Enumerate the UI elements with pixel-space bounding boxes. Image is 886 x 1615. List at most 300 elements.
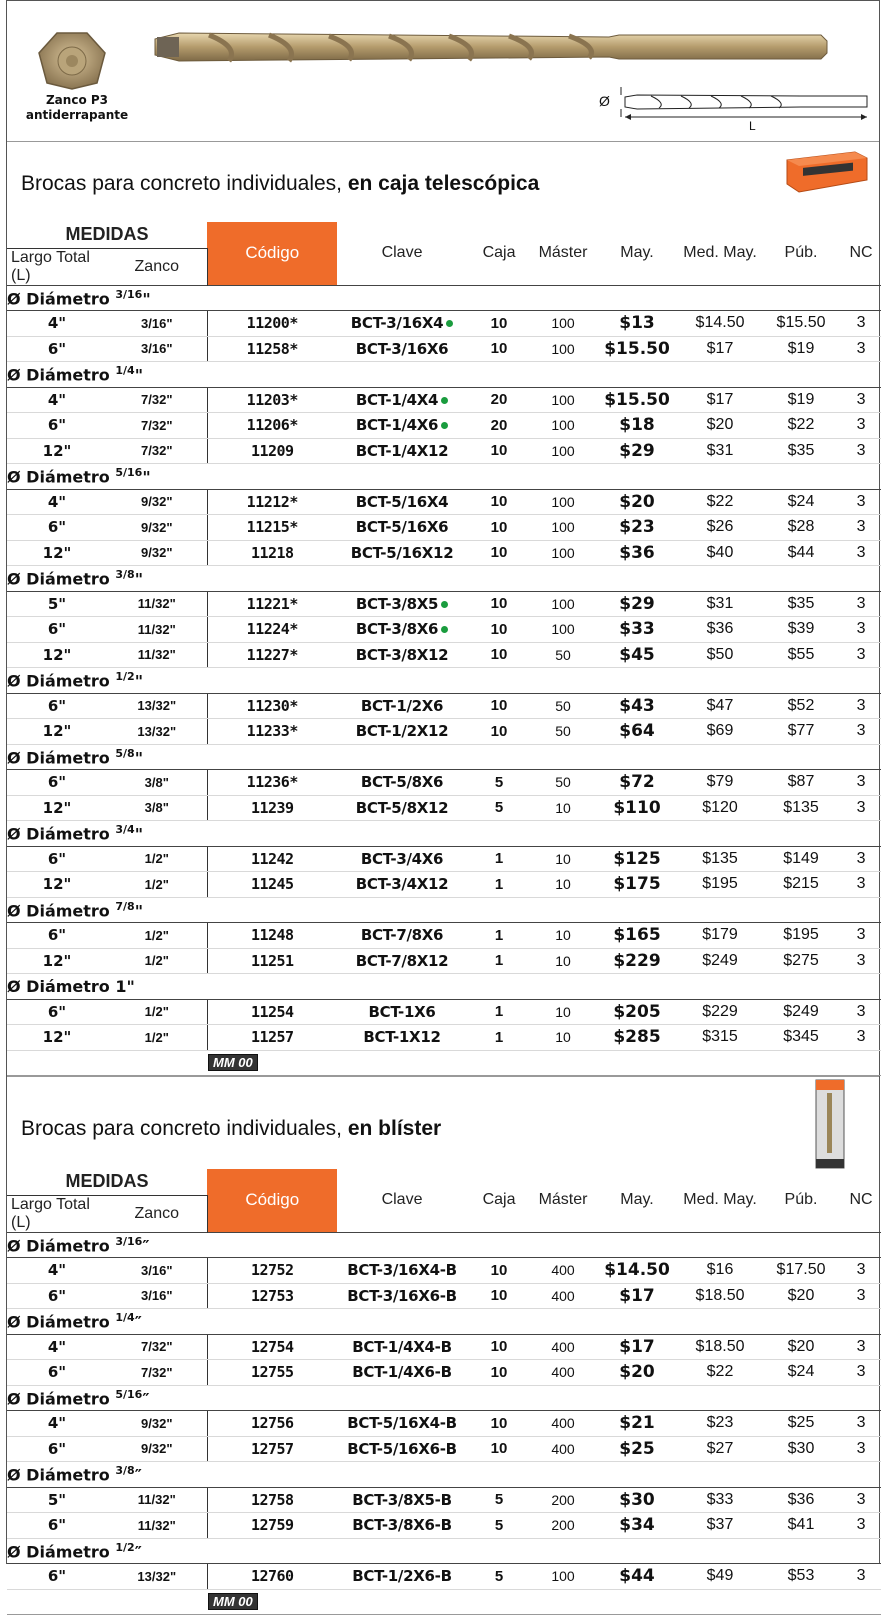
master-cell: 200 — [531, 1513, 595, 1539]
pub-header: Púb. — [784, 244, 818, 262]
may-price-cell: $13 — [595, 311, 679, 337]
caja-cell: 1 — [467, 923, 531, 949]
table-row — [7, 1360, 881, 1386]
may-price-cell: $34 — [595, 1513, 679, 1539]
pub-header: Púb. — [784, 1191, 818, 1209]
zanco-cell: 3/16" — [107, 1283, 207, 1309]
zanco-cell: 3/16" — [107, 1258, 207, 1284]
nc-cell: 3 — [841, 642, 881, 668]
pub-price-cell: $24 — [761, 1360, 841, 1386]
largo-total-cell: 6" — [7, 1513, 107, 1539]
clave-cell: BCT-5/16X12 — [337, 540, 467, 566]
med-may-price-cell: $47 — [679, 693, 761, 719]
med-may-price-cell: $120 — [679, 795, 761, 821]
diameter-fraction: 1/4 — [115, 364, 135, 378]
master-cell: 10 — [531, 923, 595, 949]
master-cell: 50 — [531, 719, 595, 745]
nc-cell: 3 — [841, 770, 881, 796]
med-may-price-cell: $36 — [679, 617, 761, 643]
diameter-row — [7, 566, 881, 592]
master-cell: 10 — [531, 846, 595, 872]
med-may-price-cell: $22 — [679, 1360, 761, 1386]
zanco-cell: 13/32" — [107, 693, 207, 719]
largo-total-cell: 6" — [7, 846, 107, 872]
table-row — [7, 617, 881, 643]
pub-price-cell: $19 — [761, 336, 841, 362]
table-row — [7, 693, 881, 719]
largo-total-cell: 4" — [7, 1334, 107, 1360]
codigo-cell: 12759 — [207, 1513, 337, 1539]
diameter-fraction: 3/16 — [115, 287, 143, 301]
may-price-cell: $17 — [595, 1334, 679, 1360]
clave-cell: BCT-3/16X6 — [337, 336, 467, 362]
may-price-cell: $43 — [595, 693, 679, 719]
largo-total-cell: 6" — [7, 1360, 107, 1386]
codigo-cell: 11230* — [207, 693, 337, 719]
section-title-telescopic — [7, 141, 879, 222]
nc-cell: 3 — [841, 1513, 881, 1539]
clave-cell: BCT-3/16X4-B — [337, 1258, 467, 1284]
diameter-label: Ø Diámetro $^{3/8}$″ — [7, 1462, 881, 1488]
zanco-cell: 9/32" — [107, 540, 207, 566]
nc-cell: 3 — [841, 795, 881, 821]
price-table-blister — [7, 1169, 881, 1615]
clave-cell: BCT-1X6 — [337, 999, 467, 1025]
diameter-row — [7, 1385, 881, 1411]
zanco-header: Zanco — [107, 1195, 207, 1232]
largo-total-cell: 12" — [7, 719, 107, 745]
caja-cell: 5 — [467, 1513, 531, 1539]
section-title-bold: en blíster — [347, 1117, 442, 1140]
table-row — [7, 1283, 881, 1309]
pub-price-cell: $55 — [761, 642, 841, 668]
nc-cell: 3 — [841, 923, 881, 949]
largo-total-cell: 6" — [7, 515, 107, 541]
nc-cell: 3 — [841, 1025, 881, 1051]
med-may-price-cell: $18.50 — [679, 1283, 761, 1309]
largo-total-cell: 12" — [7, 872, 107, 898]
clave-cell: BCT-3/8X12 — [337, 642, 467, 668]
hex-shank-icon — [37, 31, 107, 91]
med-may-price-cell: $49 — [679, 1564, 761, 1590]
master-cell: 100 — [531, 311, 595, 337]
med-may-header: Med. May. — [683, 1191, 757, 1209]
largo-total-cell: 4" — [7, 387, 107, 413]
med-may-price-cell: $135 — [679, 846, 761, 872]
master-cell: 10 — [531, 948, 595, 974]
master-cell: 10 — [531, 999, 595, 1025]
zanco-cell: 1/2" — [107, 846, 207, 872]
med-may-price-cell: $40 — [679, 540, 761, 566]
new-item-dot-icon — [441, 397, 448, 404]
codigo-cell: 12760 — [207, 1564, 337, 1590]
drill-dimension-diagram — [599, 83, 871, 139]
clave-cell: BCT-3/8X6-B — [337, 1513, 467, 1539]
clave-cell: BCT-3/8X5-B — [337, 1487, 467, 1513]
pub-price-cell: $24 — [761, 489, 841, 515]
zanco-cell: 9/32" — [107, 1436, 207, 1462]
pub-price-cell: $30 — [761, 1436, 841, 1462]
diameter-label: Ø Diámetro $^{5/16}$″ — [7, 1385, 881, 1411]
diameter-fraction: 3/16 — [115, 1234, 143, 1248]
diameter-row — [7, 362, 881, 388]
pub-price-cell: $41 — [761, 1513, 841, 1539]
clave-cell: BCT-7/8X12 — [337, 948, 467, 974]
may-header: May. — [620, 1191, 654, 1209]
table-row — [7, 795, 881, 821]
master-cell: 400 — [531, 1436, 595, 1462]
codigo-cell: 11258* — [207, 336, 337, 362]
nc-header: NC — [849, 1191, 873, 1209]
price-table-telescopic — [7, 222, 881, 1076]
clave-cell: BCT-3/4X6 — [337, 846, 467, 872]
diameter-label: Ø Diámetro $^{3/4}$" — [7, 821, 881, 847]
caja-cell: 1 — [467, 846, 531, 872]
table-row — [7, 1564, 881, 1590]
caja-cell: 10 — [467, 438, 531, 464]
pub-price-cell: $53 — [761, 1564, 841, 1590]
zanco-cell: 1/2" — [107, 948, 207, 974]
master-cell: 400 — [531, 1283, 595, 1309]
may-price-cell: $175 — [595, 872, 679, 898]
table-row — [7, 591, 881, 617]
largo-total-cell: 12" — [7, 948, 107, 974]
master-cell: 10 — [531, 872, 595, 898]
mm-code-tag: MM 00 — [208, 1054, 258, 1071]
diameter-label: Ø Diámetro $^{1/4}$″ — [7, 1309, 881, 1335]
may-price-cell: $125 — [595, 846, 679, 872]
med-may-price-cell: $16 — [679, 1258, 761, 1284]
length-label: L — [749, 119, 756, 133]
shank-label-line2: antiderrapante — [25, 108, 129, 122]
diameter-fraction: 5/16 — [115, 466, 143, 480]
table-row — [7, 770, 881, 796]
zanco-cell: 1/2" — [107, 872, 207, 898]
zanco-cell: 11/32" — [107, 1487, 207, 1513]
caja-cell: 10 — [467, 693, 531, 719]
table-row — [7, 489, 881, 515]
shank-label-line1: Zanco P3 — [45, 93, 109, 107]
codigo-cell: 11233* — [207, 719, 337, 745]
zanco-cell: 7/32" — [107, 438, 207, 464]
pub-price-cell: $345 — [761, 1025, 841, 1051]
pub-price-cell: $215 — [761, 872, 841, 898]
zanco-cell: 9/32" — [107, 489, 207, 515]
zanco-cell: 3/16" — [107, 311, 207, 337]
diameter-fraction: 1/4 — [115, 1311, 135, 1325]
caja-cell: 5 — [467, 795, 531, 821]
master-cell: 100 — [531, 336, 595, 362]
master-cell: 200 — [531, 1487, 595, 1513]
pub-price-cell: $28 — [761, 515, 841, 541]
codigo-cell: 11203* — [207, 387, 337, 413]
codigo-cell: 11218 — [207, 540, 337, 566]
zanco-cell: 13/32" — [107, 1564, 207, 1590]
nc-cell: 3 — [841, 489, 881, 515]
may-price-cell: $23 — [595, 515, 679, 541]
pub-price-cell: $135 — [761, 795, 841, 821]
codigo-header: Código — [207, 222, 337, 285]
codigo-cell: 11254 — [207, 999, 337, 1025]
clave-cell: BCT-5/16X4-B — [337, 1411, 467, 1437]
caja-cell: 20 — [467, 387, 531, 413]
table-row — [7, 1025, 881, 1051]
may-price-cell: $285 — [595, 1025, 679, 1051]
med-may-price-cell: $249 — [679, 948, 761, 974]
diameter-fraction: 5/8 — [115, 746, 135, 760]
diameter-label: Ø Diámetro $^{1/4}$" — [7, 362, 881, 388]
pub-price-cell: $35 — [761, 438, 841, 464]
clave-cell: BCT-3/4X12 — [337, 872, 467, 898]
diameter-label: Ø Diámetro $^{3/16}$" — [7, 285, 881, 311]
may-price-cell: $110 — [595, 795, 679, 821]
codigo-cell: 11224* — [207, 617, 337, 643]
pub-price-cell: $77 — [761, 719, 841, 745]
section-title-normal: Brocas para concreto individuales, — [21, 1117, 348, 1140]
header-row — [7, 222, 881, 248]
may-price-cell: $205 — [595, 999, 679, 1025]
pub-price-cell: $20 — [761, 1283, 841, 1309]
master-cell: 50 — [531, 693, 595, 719]
table-row — [7, 1334, 881, 1360]
codigo-header: Código — [207, 1169, 337, 1232]
may-price-cell: $29 — [595, 438, 679, 464]
may-price-cell: $25 — [595, 1436, 679, 1462]
med-may-price-cell: $17 — [679, 387, 761, 413]
largo-total-cell: 4" — [7, 311, 107, 337]
codigo-cell: 11221* — [207, 591, 337, 617]
table-row — [7, 719, 881, 745]
nc-header: NC — [849, 244, 873, 262]
may-price-cell: $72 — [595, 770, 679, 796]
nc-cell: 3 — [841, 540, 881, 566]
master-cell: 100 — [531, 387, 595, 413]
pub-price-cell: $36 — [761, 1487, 841, 1513]
may-price-cell: $165 — [595, 923, 679, 949]
pub-price-cell: $149 — [761, 846, 841, 872]
codigo-cell: 11212* — [207, 489, 337, 515]
table-row — [7, 336, 881, 362]
codigo-cell: 11209 — [207, 438, 337, 464]
codigo-cell: 12752 — [207, 1258, 337, 1284]
med-may-price-cell: $14.50 — [679, 311, 761, 337]
nc-cell: 3 — [841, 1334, 881, 1360]
zanco-cell: 3/16" — [107, 336, 207, 362]
caja-cell: 1 — [467, 999, 531, 1025]
may-price-cell: $36 — [595, 540, 679, 566]
zanco-cell: 1/2" — [107, 999, 207, 1025]
clave-cell: BCT-3/16X6-B — [337, 1283, 467, 1309]
largo-total-cell: 12" — [7, 540, 107, 566]
zanco-cell: 9/32" — [107, 515, 207, 541]
clave-header: Clave — [381, 244, 423, 262]
codigo-cell: 12757 — [207, 1436, 337, 1462]
largo-header: Largo Total (L) — [11, 1195, 90, 1231]
may-price-cell: $229 — [595, 948, 679, 974]
new-item-dot-icon — [441, 422, 448, 429]
nc-cell: 3 — [841, 336, 881, 362]
may-price-cell: $20 — [595, 1360, 679, 1386]
largo-total-cell: 5" — [7, 1487, 107, 1513]
nc-cell: 3 — [841, 1487, 881, 1513]
largo-total-cell: 6" — [7, 413, 107, 439]
largo-total-cell: 6" — [7, 617, 107, 643]
caja-header: Caja — [482, 1191, 516, 1209]
pub-price-cell: $20 — [761, 1334, 841, 1360]
diameter-label: Ø Diámetro $^{1/2}$″ — [7, 1538, 881, 1564]
table-row — [7, 1487, 881, 1513]
caja-cell: 10 — [467, 311, 531, 337]
caja-cell: 10 — [467, 591, 531, 617]
caja-cell: 10 — [467, 515, 531, 541]
zanco-cell: 1/2" — [107, 1025, 207, 1051]
pub-price-cell: $22 — [761, 413, 841, 439]
diameter-row — [7, 974, 881, 1000]
clave-cell: BCT-3/8X6 — [337, 617, 467, 643]
clave-cell: BCT-3/8X5 — [337, 591, 467, 617]
master-cell: 100 — [531, 515, 595, 541]
largo-header: Largo Total (L) — [11, 248, 90, 284]
master-cell: 50 — [531, 642, 595, 668]
med-may-price-cell: $18.50 — [679, 1334, 761, 1360]
med-may-price-cell: $50 — [679, 642, 761, 668]
pub-price-cell: $19 — [761, 387, 841, 413]
master-cell: 100 — [531, 413, 595, 439]
pub-price-cell: $195 — [761, 923, 841, 949]
diameter-label: Ø Diámetro $^{1/2}$" — [7, 668, 881, 694]
pub-price-cell: $44 — [761, 540, 841, 566]
diameter-label: Ø Diámetro $^{3/8}$" — [7, 566, 881, 592]
table-row — [7, 846, 881, 872]
diameter-row — [7, 897, 881, 923]
pub-price-cell: $275 — [761, 948, 841, 974]
diameter-fraction: 5/16 — [115, 1387, 143, 1401]
clave-cell: BCT-1/4X6-B — [337, 1360, 467, 1386]
largo-total-cell: 12" — [7, 1025, 107, 1051]
clave-cell: BCT-1/2X12 — [337, 719, 467, 745]
may-price-cell: $33 — [595, 617, 679, 643]
nc-cell: 3 — [841, 438, 881, 464]
nc-cell: 3 — [841, 1283, 881, 1309]
clave-cell: BCT-1/4X6 — [337, 413, 467, 439]
table-row — [7, 413, 881, 439]
largo-total-cell: 4" — [7, 1258, 107, 1284]
may-price-cell: $20 — [595, 489, 679, 515]
largo-total-cell: 6" — [7, 336, 107, 362]
master-cell: 100 — [531, 591, 595, 617]
codigo-cell: 11251 — [207, 948, 337, 974]
caja-cell: 10 — [467, 336, 531, 362]
diameter-row — [7, 668, 881, 694]
may-header: May. — [620, 244, 654, 262]
med-may-price-cell: $179 — [679, 923, 761, 949]
table-row — [7, 1513, 881, 1539]
pub-price-cell: $17.50 — [761, 1258, 841, 1284]
diameter-fraction: 3/4 — [115, 823, 135, 837]
clave-cell: BCT-5/8X6 — [337, 770, 467, 796]
clave-cell: BCT-5/8X12 — [337, 795, 467, 821]
diameter-fraction: 7/8 — [115, 899, 135, 913]
medidas-header: MEDIDAS — [7, 222, 207, 248]
pub-price-cell: $25 — [761, 1411, 841, 1437]
largo-total-cell: 6" — [7, 770, 107, 796]
largo-total-cell: 12" — [7, 795, 107, 821]
nc-cell: 3 — [841, 872, 881, 898]
codigo-cell: 12758 — [207, 1487, 337, 1513]
master-cell: 100 — [531, 438, 595, 464]
caja-cell: 5 — [467, 1487, 531, 1513]
caja-cell: 10 — [467, 617, 531, 643]
nc-cell: 3 — [841, 1411, 881, 1437]
table-row — [7, 311, 881, 337]
largo-total-cell: 5" — [7, 591, 107, 617]
zanco-cell: 7/32" — [107, 387, 207, 413]
med-may-header: Med. May. — [683, 244, 757, 262]
codigo-cell: 12756 — [207, 1411, 337, 1437]
codigo-cell: 11215* — [207, 515, 337, 541]
zanco-cell: 9/32" — [107, 1411, 207, 1437]
clave-cell: BCT-1/4X4 — [337, 387, 467, 413]
catalog-page — [6, 0, 880, 1609]
diameter-label: Ø Diámetro $^{5/8}$" — [7, 744, 881, 770]
table-row — [7, 923, 881, 949]
codigo-cell: 11248 — [207, 923, 337, 949]
nc-cell: 3 — [841, 999, 881, 1025]
diameter-row — [7, 1462, 881, 1488]
largo-total-cell: 4" — [7, 1411, 107, 1437]
may-price-cell: $45 — [595, 642, 679, 668]
table-row — [7, 515, 881, 541]
table-row — [7, 1411, 881, 1437]
caja-cell: 10 — [467, 1436, 531, 1462]
master-header: Máster — [538, 1191, 588, 1209]
master-cell: 100 — [531, 1564, 595, 1590]
table-row — [7, 540, 881, 566]
pub-price-cell: $15.50 — [761, 311, 841, 337]
zanco-cell: 11/32" — [107, 591, 207, 617]
med-may-price-cell: $31 — [679, 591, 761, 617]
may-price-cell: $14.50 — [595, 1258, 679, 1284]
clave-cell: BCT-1/4X4-B — [337, 1334, 467, 1360]
caja-header: Caja — [482, 244, 516, 262]
diameter-row — [7, 464, 881, 490]
table-row — [7, 1258, 881, 1284]
diameter-fraction: 3/8 — [115, 568, 135, 582]
master-cell: 100 — [531, 489, 595, 515]
largo-total-cell: 4" — [7, 489, 107, 515]
med-may-price-cell: $26 — [679, 515, 761, 541]
caja-cell: 20 — [467, 413, 531, 439]
diameter-row — [7, 744, 881, 770]
nc-cell: 3 — [841, 591, 881, 617]
clave-cell: BCT-3/16X4 — [337, 311, 467, 337]
nc-cell: 3 — [841, 311, 881, 337]
med-may-price-cell: $23 — [679, 1411, 761, 1437]
footer-row — [7, 1050, 881, 1076]
master-cell: 400 — [531, 1360, 595, 1386]
nc-cell: 3 — [841, 719, 881, 745]
caja-cell: 10 — [467, 489, 531, 515]
table-row — [7, 387, 881, 413]
nc-cell: 3 — [841, 617, 881, 643]
master-cell: 400 — [531, 1411, 595, 1437]
caja-cell: 1 — [467, 1025, 531, 1051]
clave-cell: BCT-5/16X6-B — [337, 1436, 467, 1462]
mm-code-tag: MM 00 — [208, 1593, 258, 1610]
largo-total-cell: 6" — [7, 999, 107, 1025]
clave-cell: BCT-5/16X6 — [337, 515, 467, 541]
diameter-row — [7, 821, 881, 847]
